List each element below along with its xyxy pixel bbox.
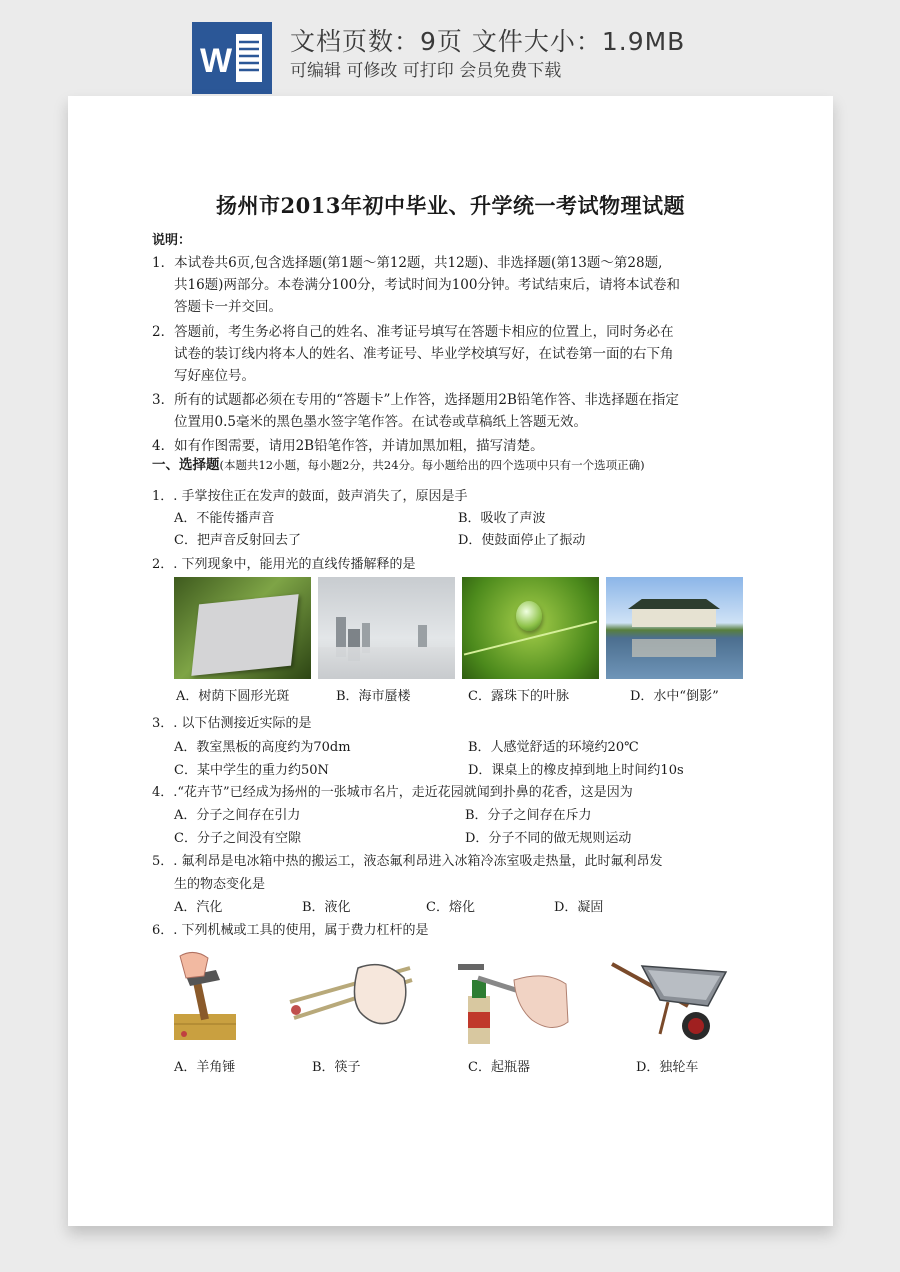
q1-option-c: C．把声音反射回去了 [174,533,301,548]
note-2-line-2: 试卷的装订线内将本人的姓名、准考证号、毕业学校填写好，在试卷第一面的右下角 [174,346,674,362]
note-3-line-2: 位置用0.5毫米的黑色墨水签字笔作答。在试卷或草稿纸上答题无效。 [174,414,587,430]
q5-option-c: C．熔化 [426,900,475,915]
note-2-line-1: 2．答题前，考生务必将自己的姓名、准考证号填写在答题卡相应的位置上，同时务必在 [152,324,674,340]
notes-heading: 说明： [152,233,192,248]
section-1-heading [152,453,645,473]
svg-text:W: W [200,42,233,80]
q5-option-a: A．汽化 [174,900,223,915]
q4-option-d: D．分子不同的做无规则运动 [465,831,632,846]
q4-option-a: A．分子之间存在引力 [174,808,301,823]
note-3-line-1: 3．所有的试题都必须在专用的“答题卡”上作答，选择题用2B铅笔作答、非选择题在指定 [152,392,679,408]
dewdrop-leaf-photo [462,577,599,679]
word-icon [192,22,272,94]
note-4-line-1: 4．如有作图需要，请用2B铅笔作答，并请加黑加粗，描写清楚。 [152,438,544,454]
q1-stem: 1．. 手掌按住正在发声的鼓面，鼓声消失了，原因是手 [152,489,468,504]
note-1-line-2: 共16题)两部分。本卷满分100分，考试时间为100分钟。考试结束后，请将本试卷和 [174,277,680,293]
water-reflection-photo [606,577,743,679]
q3-option-c: C．某中学生的重力约50N [174,763,329,778]
section-1-label: 一、选择题 [152,457,220,473]
note-1-line-3: 答题卡一并交回。 [174,299,282,315]
q6-option-d: D．独轮车 [636,1060,699,1075]
note-1-line-1: 1．本试卷共6页,包含选择题(第1题～第12题，共12题)、非选择题(第13题～第28题, [152,255,663,271]
q3-stem: 3．. 以下估测接近实际的是 [152,716,312,731]
q5-option-d: D．凝固 [554,900,604,915]
q1-option-a: A．不能传播声音 [174,511,275,526]
q6-option-b: B．筷子 [312,1060,361,1075]
q3-option-d: D．课桌上的橡皮掉到地上时间约10s [468,763,684,778]
q1-option-d: D．使鼓面停止了振动 [458,533,586,548]
tree-shade-light-spot-photo [174,577,311,679]
download-banner [0,0,900,96]
mirage-photo [318,577,455,679]
q6-option-c: C．起瓶器 [468,1060,530,1075]
q6-option-a: A．羊角锤 [174,1060,236,1075]
q3-option-a: A．教室黑板的高度约为70dm [174,740,351,755]
q3-option-b: B．人感觉舒适的环境约20℃ [468,740,639,755]
banner-subtitle: 可编辑 可修改 可打印 会员免费下载 [290,61,562,81]
q2-option-a: A．树荫下圆形光斑 [176,689,290,704]
q2-stem: 2．. 下列现象中，能用光的直线传播解释的是 [152,557,416,572]
q2-option-d: D．水中“倒影” [630,689,719,704]
q5-stem-line-2: 生的物态变化是 [174,877,266,892]
q2-option-b: B．海市蜃楼 [336,689,411,704]
note-2-line-3: 写好座位号。 [174,368,255,384]
q1-option-b: B．吸收了声波 [458,511,546,526]
q6-stem: 6．. 下列机械或工具的使用，属于费力杠杆的是 [152,923,429,938]
chopsticks-drawing [288,958,418,1038]
document-page [68,96,833,1226]
q5-option-b: B．液化 [302,900,351,915]
claw-hammer-drawing [168,946,248,1046]
section-1-desc: (本题共12小题，每小题2分，共24分。每小题给出的四个选项中只有一个选项正确) [219,458,645,472]
q4-stem: 4．.“花卉节”已经成为扬州的一张城市名片，走近花园就闻到扑鼻的花香，这是因为 [152,785,633,800]
banner-title: 文档页数：9页 文件大小：1.9MB [290,27,686,56]
wheelbarrow-drawing [608,954,730,1046]
document-title: 扬州市2013年初中毕业、升学统一考试物理试题 [216,193,685,218]
q4-option-c: C．分子之间没有空隙 [174,831,301,846]
q2-option-c: C．露珠下的叶脉 [468,689,569,704]
q5-stem-line-1: 5．. 氟利昂是电冰箱中热的搬运工，液态氟利昂进入冰箱冷冻室吸走热量，此时氟利昂发 [152,854,663,869]
bottle-opener-drawing [454,962,572,1046]
q4-option-b: B．分子之间存在斥力 [465,808,592,823]
